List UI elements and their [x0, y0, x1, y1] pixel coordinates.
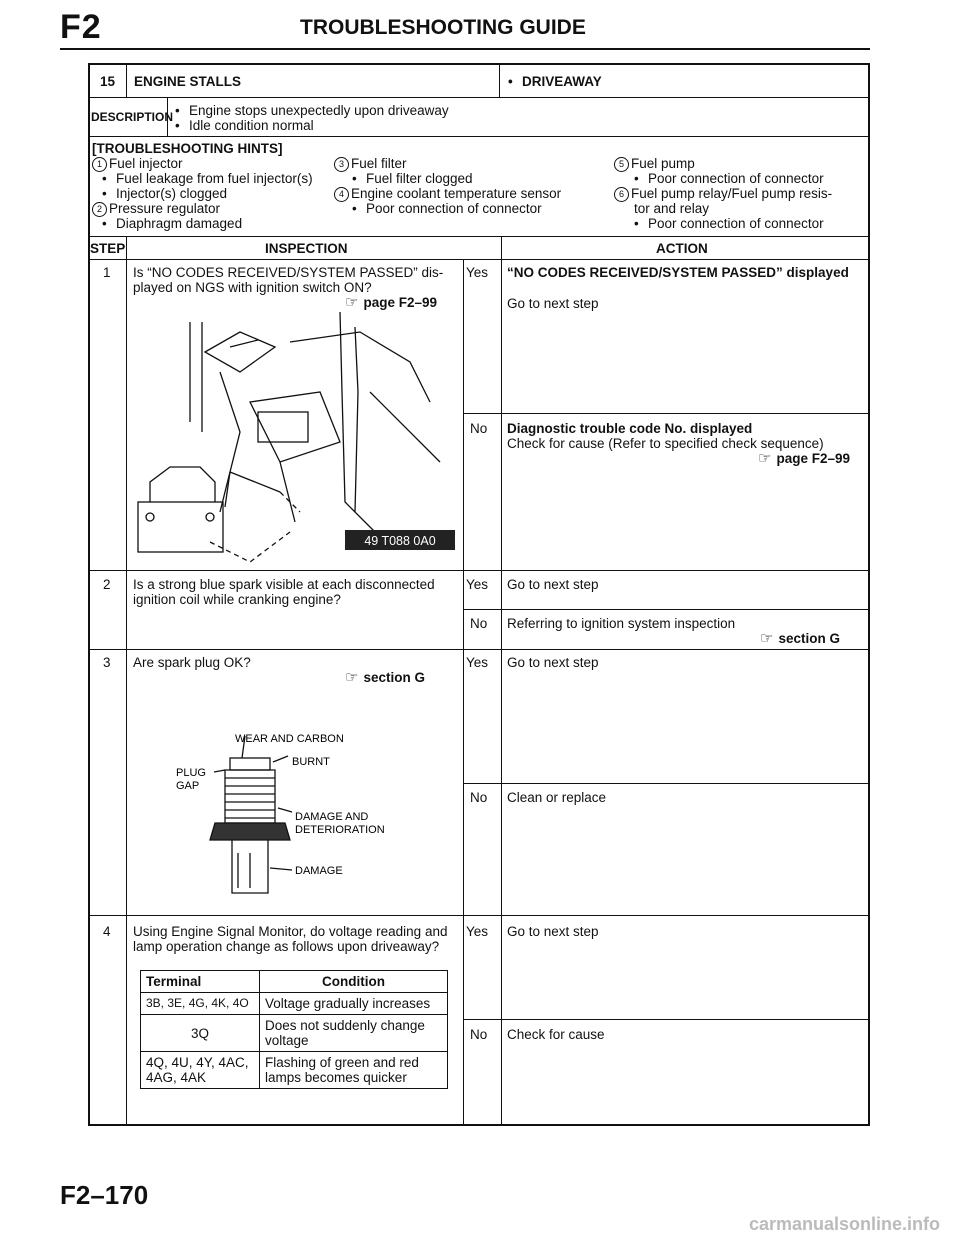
plug-label: PLUG: [176, 767, 206, 779]
table-cell: 3Q: [141, 1015, 260, 1052]
column-action: ACTION: [656, 241, 708, 256]
description-item: • Idle condition normal: [175, 118, 314, 133]
hint-item: • Fuel filter clogged: [352, 171, 473, 186]
table-cell: Flashing of green and red lamps becomes quicker: [260, 1052, 448, 1089]
inspection-text: played on NGS with ignition switch ON?: [133, 280, 372, 295]
inspection-text: Is “NO CODES RECEIVED/SYSTEM PASSED” dis-: [133, 265, 444, 280]
action-text: Check for cause: [507, 1027, 605, 1042]
inspection-text: Using Engine Signal Monitor, do voltage reading and: [133, 924, 448, 939]
hint-fuel-injector: 1 Fuel injector: [92, 156, 183, 172]
action-text: Check for cause (Refer to specified check sequence): [507, 436, 824, 451]
column-inspection: INSPECTION: [265, 241, 348, 256]
description-label: DESCRIPTION: [91, 110, 174, 124]
hint-marker: 5: [614, 157, 629, 172]
action-text: Go to next step: [507, 577, 599, 592]
trouble-number: 15: [100, 74, 116, 89]
hint-marker: 3: [334, 157, 349, 172]
step-number: 3: [103, 655, 111, 670]
hint-item: tor and relay: [634, 201, 710, 216]
page-title: TROUBLESHOOTING GUIDE: [300, 16, 586, 39]
terminal-condition-table: [140, 970, 448, 1089]
plug-label: DAMAGE AND: [295, 811, 369, 823]
hint-marker: 1: [92, 157, 107, 172]
action-title: Diagnostic trouble code No. displayed: [507, 421, 753, 436]
watermark: carmanualsonline.info: [748, 1214, 940, 1234]
hints-title: [TROUBLESHOOTING HINTS]: [92, 141, 283, 156]
header-rule: [60, 48, 870, 50]
action-text: Referring to ignition system inspection: [507, 616, 736, 631]
page-number: F2–170: [60, 1180, 149, 1210]
tool-number: 49 T088 0A0: [364, 534, 436, 548]
yes-label: Yes: [466, 655, 489, 670]
section-code: F2: [60, 8, 102, 46]
trouble-condition: • DRIVEAWAY: [508, 74, 602, 89]
table-cell: 3B, 3E, 4G, 4K, 4O: [141, 993, 260, 1015]
inspection-text: ignition coil while cranking engine?: [133, 592, 341, 607]
table-row: [141, 1015, 448, 1052]
hint-item: • Poor connection of connector: [634, 171, 824, 186]
table-cell: 4Q, 4U, 4Y, 4AC, 4AG, 4AK: [141, 1052, 260, 1089]
trouble-name: ENGINE STALLS: [134, 74, 242, 89]
no-label: No: [470, 421, 488, 436]
table-header: Terminal: [141, 971, 260, 993]
table-cell: Voltage gradually increases: [260, 993, 448, 1015]
section-reference: ☞ section G: [345, 670, 425, 685]
inspection-text: lamp operation change as follows upon driveaway?: [133, 939, 440, 954]
hint-item: • Poor connection of connector: [634, 216, 824, 231]
page-reference: ☞ page F2–99: [758, 451, 850, 466]
hint-marker: 6: [614, 187, 629, 202]
description-item: • Engine stops unexpectedly upon driveaway: [175, 103, 449, 118]
hint-item: • Poor connection of connector: [352, 201, 542, 216]
step-number: 4: [103, 924, 111, 939]
step-number: 1: [103, 265, 111, 280]
plug-label: BURNT: [292, 756, 330, 768]
hint-marker: 2: [92, 202, 107, 217]
yes-label: Yes: [466, 577, 489, 592]
table-header: Condition: [260, 971, 448, 993]
column-step: STEP: [90, 241, 126, 256]
action-text: Go to next step: [507, 924, 599, 939]
plug-label: GAP: [176, 780, 200, 792]
page-reference: ☞ page F2–99: [345, 295, 437, 310]
hint-fuel-filter: 3 Fuel filter: [334, 156, 407, 172]
section-reference: ☞ section G: [760, 631, 840, 646]
no-label: No: [470, 616, 488, 631]
action-text: Go to next step: [507, 655, 599, 670]
hint-item: • Injector(s) clogged: [102, 186, 227, 201]
table-row: [141, 993, 448, 1015]
inspection-text: Are spark plug OK?: [133, 655, 251, 670]
hint-fuel-pump: 5 Fuel pump: [614, 156, 695, 172]
action-text: Go to next step: [507, 296, 599, 311]
yes-label: Yes: [466, 924, 489, 939]
hint-pressure-regulator: 2 Pressure regulator: [92, 201, 220, 217]
plug-label: WEAR AND CARBON: [235, 733, 344, 745]
action-text: Clean or replace: [507, 790, 607, 805]
hint-ect-sensor: 4 Engine coolant temperature sensor: [334, 186, 561, 202]
action-title: “NO CODES RECEIVED/SYSTEM PASSED” displayed: [507, 265, 849, 280]
hint-item: • Fuel leakage from fuel injector(s): [102, 171, 313, 186]
step-number: 2: [103, 577, 111, 592]
plug-label: DETERIORATION: [295, 824, 385, 836]
spark-plug-illustration: [170, 728, 450, 896]
hint-marker: 4: [334, 187, 349, 202]
hint-fuel-pump-relay: 6 Fuel pump relay/Fuel pump resis-: [614, 186, 832, 202]
inspection-text: Is a strong blue spark visible at each disconnected: [133, 577, 435, 592]
hint-item: • Diaphragm damaged: [102, 216, 242, 231]
table-cell: Does not suddenly change voltage: [260, 1015, 448, 1052]
table-row: [141, 1052, 448, 1089]
no-label: No: [470, 1027, 488, 1042]
no-label: No: [470, 790, 488, 805]
yes-label: Yes: [466, 265, 489, 280]
ngs-connection-illustration: [130, 312, 460, 567]
plug-label: DAMAGE: [295, 865, 343, 877]
